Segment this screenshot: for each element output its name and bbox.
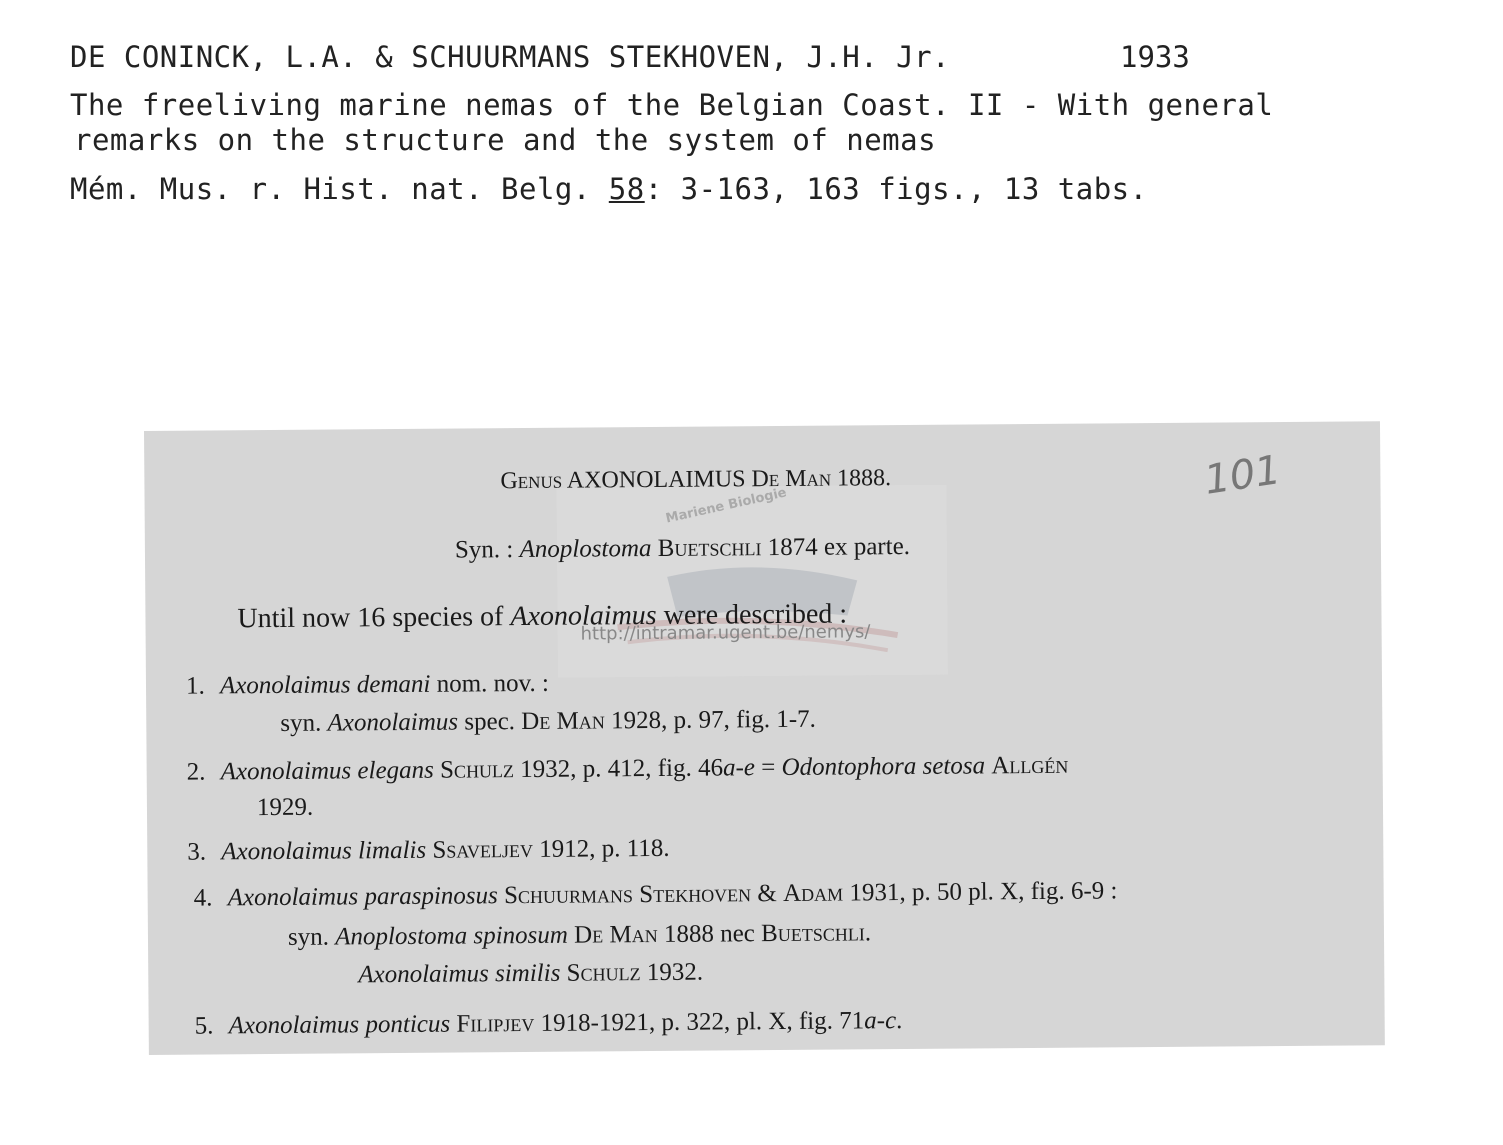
genus-prefix: Genus xyxy=(500,467,563,495)
syn-author: Allgén xyxy=(991,751,1069,780)
species-name: Axonolaimus limalis xyxy=(221,836,427,866)
species-name: Axonolaimus paraspinosus xyxy=(227,882,498,912)
syn-author: De Man xyxy=(521,707,605,736)
intro-middle: species of xyxy=(385,601,511,634)
syn-rest: 1928, p. 97, fig. 1-7. xyxy=(604,705,816,735)
fig-letters: a-c xyxy=(864,1007,897,1035)
reference-year: 1933 xyxy=(1120,40,1190,74)
species-rest: 1912, p. 118. xyxy=(532,834,670,863)
species-entry-3 xyxy=(187,835,669,867)
species-rest: 1932, p. 412, fig. 46 xyxy=(513,754,724,784)
species-rest: . xyxy=(896,1007,903,1035)
citation-prefix: Mém. Mus. r. Hist. nat. Belg. xyxy=(70,172,609,206)
species-name: Axonolaimus elegans xyxy=(220,756,434,786)
intro-taxon: Axonolaimus xyxy=(510,599,657,633)
species-number: 2. xyxy=(186,758,206,786)
watermark-logo-text: Mariene Biologie xyxy=(664,485,789,527)
citation-volume: 58 xyxy=(608,172,645,206)
intro-after: were described : xyxy=(656,598,848,631)
genus-heading xyxy=(500,465,891,495)
reference-title-line-2: remarks on the structure and the system of nemas xyxy=(74,123,937,157)
species-author: Schuurmans Stekhoven xyxy=(503,880,752,910)
syn-rest: 1888 nec xyxy=(657,920,762,948)
syn-taxon: Odontophora setosa xyxy=(781,752,986,782)
species-entry-5 xyxy=(195,1007,903,1041)
fig-letters: a-e xyxy=(722,754,756,782)
syn-author: Buetschli xyxy=(657,534,762,562)
genus-author: De Man xyxy=(751,465,832,493)
syn-taxon: Anoplostoma spinosum xyxy=(335,921,568,951)
syn-rest: 1932. xyxy=(640,958,704,987)
citation-suffix: : 3-163, 163 figs., 13 tabs. xyxy=(644,172,1148,206)
watermark-url: http://intramar.ugent.be/nemys/ xyxy=(580,621,871,645)
syn-author: De Man xyxy=(574,920,658,949)
syn-author: Buetschli. xyxy=(760,919,872,948)
equals-sign: = xyxy=(754,754,782,782)
species-author: Schulz xyxy=(439,756,515,784)
watermark-logo-icon xyxy=(556,485,947,678)
handwritten-page-number: 101 xyxy=(1201,447,1284,504)
syn-label: syn. xyxy=(287,923,336,951)
genus-synonym-line xyxy=(455,533,910,565)
intro-before: Until now xyxy=(237,602,358,635)
species-name: Axonolaimus ponticus xyxy=(228,1010,451,1040)
pasted-clipping xyxy=(144,421,1385,1055)
syn-rest: spec. xyxy=(457,708,522,736)
genus-year: 1888. xyxy=(837,465,892,492)
species-rest: 1918-1921, p. 322, pl. X, fig. 71 xyxy=(534,1007,865,1037)
reference-title-line-1: The freeliving marine nemas of the Belgian Coast. II - With general xyxy=(70,88,1274,122)
species-entry-2 xyxy=(187,752,1069,787)
species-author: Filipjev xyxy=(456,1009,535,1038)
species-number: 1. xyxy=(185,672,205,700)
species-author: Adam xyxy=(782,879,844,907)
species-name: Axonolaimus demani xyxy=(219,670,431,700)
syn-taxon: Axonolaimus xyxy=(327,708,459,737)
species-number: 3. xyxy=(187,838,207,866)
species-number: 4. xyxy=(193,884,213,912)
species-rest: 1931, p. 50 pl. X, fig. 6-9 : xyxy=(843,877,1118,907)
species-count: 16 xyxy=(357,602,386,634)
syn-label: Syn. : xyxy=(454,536,520,564)
species-2-continuation: 1929. xyxy=(256,793,314,822)
syn-label: syn. xyxy=(280,709,328,737)
species-number: 5. xyxy=(194,1012,214,1040)
species-1-synonym xyxy=(280,706,816,738)
syn-rest: 1874 ex parte. xyxy=(767,532,911,562)
species-4-synonym-1 xyxy=(288,919,871,952)
reference-authors: DE CONINCK, L.A. & SCHUURMANS STEKHOVEN, J.H. Jr. xyxy=(70,40,951,74)
species-4-synonym-2 xyxy=(358,959,703,990)
genus-name: AXONOLAIMUS xyxy=(566,466,746,494)
species-rest: nom. nov. : xyxy=(430,669,550,698)
reference-citation xyxy=(70,172,1148,206)
species-count-line xyxy=(237,598,847,635)
syn-author: Schulz xyxy=(566,959,641,987)
species-entry-4 xyxy=(194,877,1118,912)
species-entry-1 xyxy=(186,670,549,701)
syn-taxon: Axonolaimus similis xyxy=(358,959,561,989)
species-author: Ssaveljev xyxy=(432,835,534,864)
ampersand: & xyxy=(751,879,784,908)
syn-taxon: Anoplostoma xyxy=(519,535,652,564)
